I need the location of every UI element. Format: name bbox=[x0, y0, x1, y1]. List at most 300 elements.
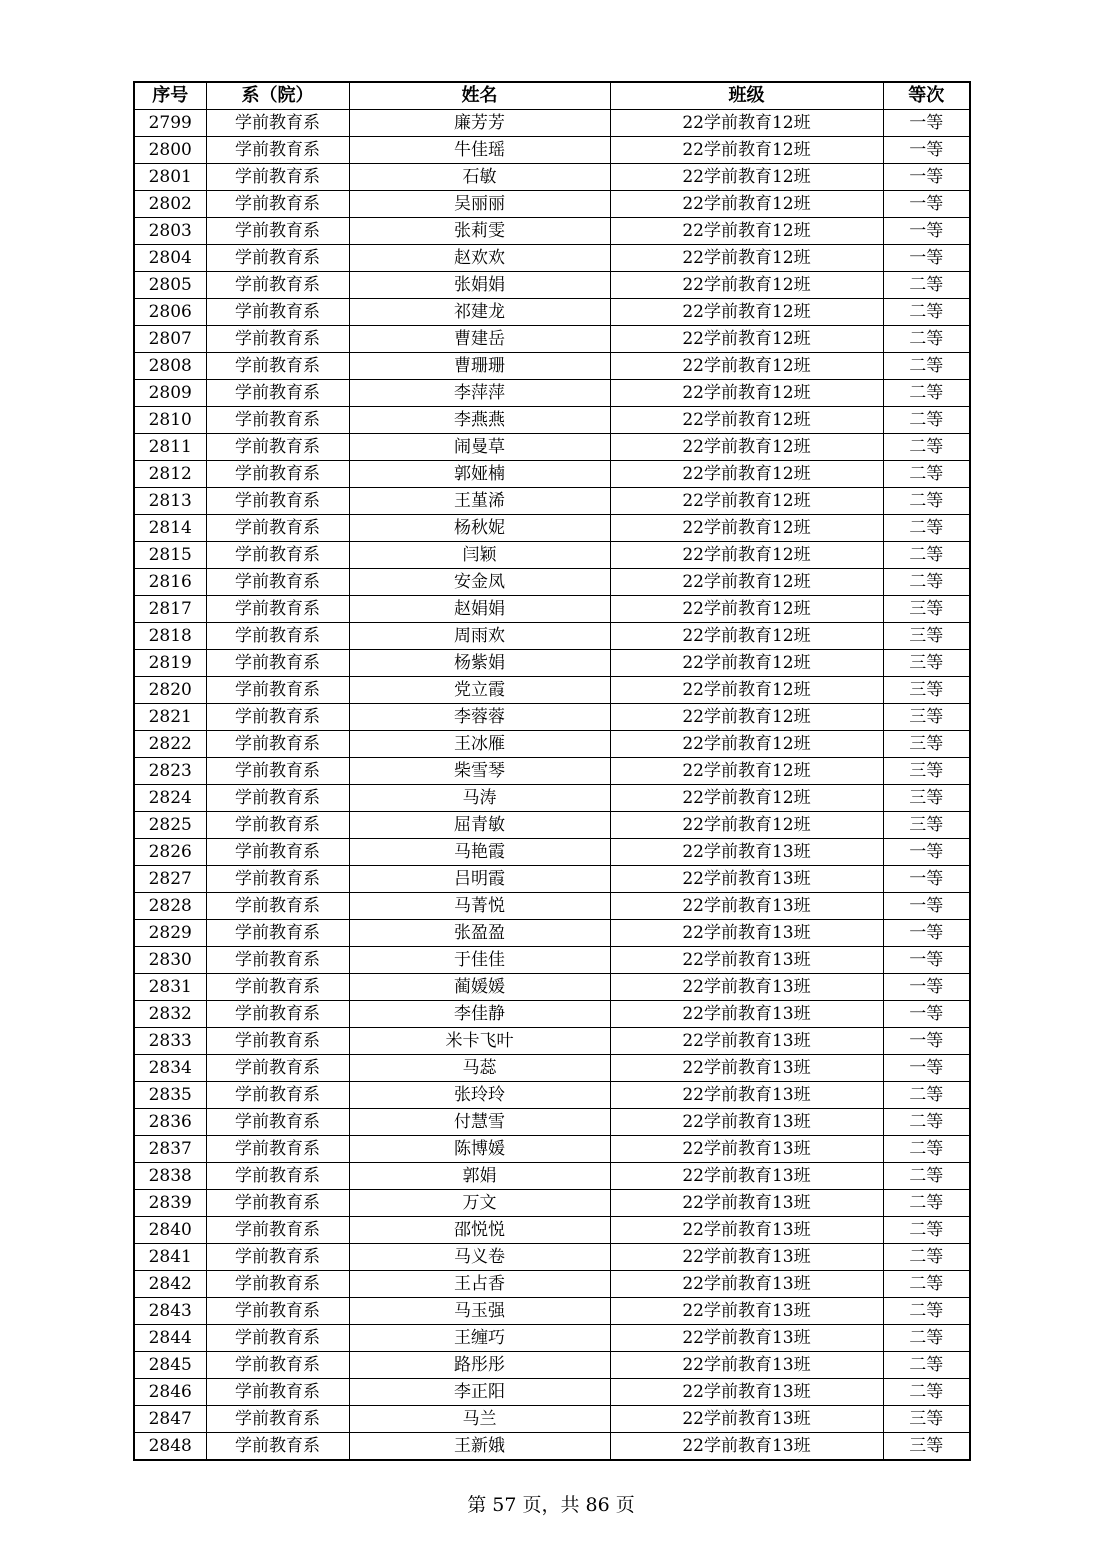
table-row bbox=[134, 1217, 970, 1244]
cell-serial-number: 2833 bbox=[134, 1028, 206, 1055]
cell-department: 学前教育系 bbox=[206, 623, 349, 650]
cell-department: 学前教育系 bbox=[206, 731, 349, 758]
cell-name: 郭娅楠 bbox=[349, 461, 610, 488]
cell-department: 学前教育系 bbox=[206, 1244, 349, 1271]
cell-department: 学前教育系 bbox=[206, 1082, 349, 1109]
cell-grade: 一等 bbox=[883, 191, 970, 218]
table-row bbox=[134, 110, 970, 137]
table-row bbox=[134, 1136, 970, 1163]
cell-department: 学前教育系 bbox=[206, 677, 349, 704]
header-serial-number: 序号 bbox=[134, 82, 206, 110]
table-row bbox=[134, 1352, 970, 1379]
cell-class: 22学前教育13班 bbox=[610, 1082, 883, 1109]
table-row bbox=[134, 353, 970, 380]
cell-name: 付慧雪 bbox=[349, 1109, 610, 1136]
cell-name: 马蕊 bbox=[349, 1055, 610, 1082]
table-row bbox=[134, 461, 970, 488]
table-row bbox=[134, 785, 970, 812]
cell-serial-number: 2813 bbox=[134, 488, 206, 515]
cell-grade: 一等 bbox=[883, 893, 970, 920]
table-row bbox=[134, 623, 970, 650]
cell-grade: 二等 bbox=[883, 353, 970, 380]
cell-name: 王缠巧 bbox=[349, 1325, 610, 1352]
cell-grade: 二等 bbox=[883, 1082, 970, 1109]
cell-department: 学前教育系 bbox=[206, 1406, 349, 1433]
cell-name: 杨紫娟 bbox=[349, 650, 610, 677]
cell-grade: 二等 bbox=[883, 1352, 970, 1379]
cell-class: 22学前教育12班 bbox=[610, 785, 883, 812]
table-row bbox=[134, 326, 970, 353]
cell-department: 学前教育系 bbox=[206, 893, 349, 920]
cell-serial-number: 2843 bbox=[134, 1298, 206, 1325]
cell-class: 22学前教育13班 bbox=[610, 1325, 883, 1352]
cell-serial-number: 2826 bbox=[134, 839, 206, 866]
cell-serial-number: 2822 bbox=[134, 731, 206, 758]
cell-grade: 三等 bbox=[883, 1433, 970, 1461]
cell-class: 22学前教育13班 bbox=[610, 1379, 883, 1406]
cell-name: 米卡飞叶 bbox=[349, 1028, 610, 1055]
table-row bbox=[134, 704, 970, 731]
cell-department: 学前教育系 bbox=[206, 1163, 349, 1190]
table-row bbox=[134, 218, 970, 245]
cell-class: 22学前教育12班 bbox=[610, 326, 883, 353]
cell-class: 22学前教育12班 bbox=[610, 299, 883, 326]
table-row bbox=[134, 866, 970, 893]
table-row bbox=[134, 1082, 970, 1109]
cell-department: 学前教育系 bbox=[206, 1001, 349, 1028]
cell-grade: 二等 bbox=[883, 1325, 970, 1352]
cell-serial-number: 2825 bbox=[134, 812, 206, 839]
cell-class: 22学前教育13班 bbox=[610, 1433, 883, 1461]
table-row bbox=[134, 299, 970, 326]
cell-grade: 二等 bbox=[883, 434, 970, 461]
cell-serial-number: 2808 bbox=[134, 353, 206, 380]
cell-name: 赵欢欢 bbox=[349, 245, 610, 272]
cell-department: 学前教育系 bbox=[206, 1325, 349, 1352]
table-row bbox=[134, 1244, 970, 1271]
cell-grade: 二等 bbox=[883, 1136, 970, 1163]
table-header-row bbox=[134, 82, 970, 110]
cell-name: 王新娥 bbox=[349, 1433, 610, 1461]
cell-class: 22学前教育12班 bbox=[610, 488, 883, 515]
cell-department: 学前教育系 bbox=[206, 542, 349, 569]
header-grade: 等次 bbox=[883, 82, 970, 110]
cell-grade: 三等 bbox=[883, 677, 970, 704]
cell-serial-number: 2820 bbox=[134, 677, 206, 704]
cell-department: 学前教育系 bbox=[206, 191, 349, 218]
cell-department: 学前教育系 bbox=[206, 1298, 349, 1325]
cell-name: 赵娟娟 bbox=[349, 596, 610, 623]
cell-name: 张娟娟 bbox=[349, 272, 610, 299]
cell-serial-number: 2845 bbox=[134, 1352, 206, 1379]
cell-class: 22学前教育12班 bbox=[610, 569, 883, 596]
cell-department: 学前教育系 bbox=[206, 947, 349, 974]
cell-name: 闫颖 bbox=[349, 542, 610, 569]
cell-department: 学前教育系 bbox=[206, 515, 349, 542]
cell-department: 学前教育系 bbox=[206, 758, 349, 785]
cell-serial-number: 2827 bbox=[134, 866, 206, 893]
table-row bbox=[134, 569, 970, 596]
cell-department: 学前教育系 bbox=[206, 785, 349, 812]
cell-department: 学前教育系 bbox=[206, 272, 349, 299]
cell-class: 22学前教育12班 bbox=[610, 596, 883, 623]
cell-name: 柴雪琴 bbox=[349, 758, 610, 785]
cell-name: 牛佳瑶 bbox=[349, 137, 610, 164]
cell-class: 22学前教育13班 bbox=[610, 1406, 883, 1433]
cell-name: 马涛 bbox=[349, 785, 610, 812]
cell-name: 安金凤 bbox=[349, 569, 610, 596]
cell-name: 马义卷 bbox=[349, 1244, 610, 1271]
cell-class: 22学前教育12班 bbox=[610, 650, 883, 677]
cell-grade: 二等 bbox=[883, 380, 970, 407]
table-row bbox=[134, 974, 970, 1001]
cell-serial-number: 2831 bbox=[134, 974, 206, 1001]
cell-serial-number: 2800 bbox=[134, 137, 206, 164]
cell-grade: 三等 bbox=[883, 623, 970, 650]
cell-class: 22学前教育13班 bbox=[610, 866, 883, 893]
cell-department: 学前教育系 bbox=[206, 569, 349, 596]
table-row bbox=[134, 839, 970, 866]
cell-serial-number: 2832 bbox=[134, 1001, 206, 1028]
cell-serial-number: 2801 bbox=[134, 164, 206, 191]
cell-serial-number: 2804 bbox=[134, 245, 206, 272]
cell-serial-number: 2815 bbox=[134, 542, 206, 569]
cell-department: 学前教育系 bbox=[206, 1055, 349, 1082]
cell-name: 吴丽丽 bbox=[349, 191, 610, 218]
cell-grade: 三等 bbox=[883, 785, 970, 812]
cell-name: 张莉雯 bbox=[349, 218, 610, 245]
cell-name: 曹建岳 bbox=[349, 326, 610, 353]
cell-serial-number: 2810 bbox=[134, 407, 206, 434]
cell-serial-number: 2824 bbox=[134, 785, 206, 812]
cell-grade: 一等 bbox=[883, 920, 970, 947]
cell-serial-number: 2807 bbox=[134, 326, 206, 353]
cell-serial-number: 2829 bbox=[134, 920, 206, 947]
award-list-table bbox=[133, 81, 971, 1461]
cell-grade: 三等 bbox=[883, 704, 970, 731]
cell-serial-number: 2828 bbox=[134, 893, 206, 920]
cell-grade: 二等 bbox=[883, 1109, 970, 1136]
cell-department: 学前教育系 bbox=[206, 1352, 349, 1379]
table-row bbox=[134, 1325, 970, 1352]
cell-name: 王占香 bbox=[349, 1271, 610, 1298]
cell-grade: 一等 bbox=[883, 1055, 970, 1082]
cell-name: 张玲玲 bbox=[349, 1082, 610, 1109]
cell-serial-number: 2830 bbox=[134, 947, 206, 974]
cell-class: 22学前教育13班 bbox=[610, 1352, 883, 1379]
cell-name: 郭娟 bbox=[349, 1163, 610, 1190]
cell-department: 学前教育系 bbox=[206, 434, 349, 461]
table-row bbox=[134, 488, 970, 515]
cell-class: 22学前教育12班 bbox=[610, 542, 883, 569]
cell-serial-number: 2818 bbox=[134, 623, 206, 650]
cell-grade: 二等 bbox=[883, 1298, 970, 1325]
table-row bbox=[134, 731, 970, 758]
header-name: 姓名 bbox=[349, 82, 610, 110]
cell-grade: 三等 bbox=[883, 1406, 970, 1433]
cell-class: 22学前教育12班 bbox=[610, 353, 883, 380]
cell-department: 学前教育系 bbox=[206, 866, 349, 893]
table-row bbox=[134, 1109, 970, 1136]
cell-class: 22学前教育12班 bbox=[610, 245, 883, 272]
cell-name: 于佳佳 bbox=[349, 947, 610, 974]
cell-class: 22学前教育13班 bbox=[610, 1271, 883, 1298]
table-row bbox=[134, 434, 970, 461]
cell-class: 22学前教育12班 bbox=[610, 623, 883, 650]
table-row bbox=[134, 245, 970, 272]
cell-department: 学前教育系 bbox=[206, 974, 349, 1001]
cell-grade: 三等 bbox=[883, 731, 970, 758]
cell-serial-number: 2803 bbox=[134, 218, 206, 245]
cell-grade: 二等 bbox=[883, 542, 970, 569]
cell-name: 李蓉蓉 bbox=[349, 704, 610, 731]
cell-serial-number: 2834 bbox=[134, 1055, 206, 1082]
cell-grade: 一等 bbox=[883, 1001, 970, 1028]
cell-class: 22学前教育12班 bbox=[610, 191, 883, 218]
cell-department: 学前教育系 bbox=[206, 110, 349, 137]
cell-serial-number: 2836 bbox=[134, 1109, 206, 1136]
table-row bbox=[134, 677, 970, 704]
cell-name: 祁建龙 bbox=[349, 299, 610, 326]
table-body bbox=[134, 110, 970, 1461]
cell-department: 学前教育系 bbox=[206, 1109, 349, 1136]
cell-serial-number: 2841 bbox=[134, 1244, 206, 1271]
table-row bbox=[134, 1406, 970, 1433]
cell-department: 学前教育系 bbox=[206, 164, 349, 191]
cell-department: 学前教育系 bbox=[206, 1217, 349, 1244]
cell-serial-number: 2811 bbox=[134, 434, 206, 461]
cell-department: 学前教育系 bbox=[206, 920, 349, 947]
cell-serial-number: 2799 bbox=[134, 110, 206, 137]
cell-grade: 二等 bbox=[883, 1163, 970, 1190]
table-row bbox=[134, 191, 970, 218]
cell-department: 学前教育系 bbox=[206, 137, 349, 164]
cell-grade: 二等 bbox=[883, 1379, 970, 1406]
cell-grade: 二等 bbox=[883, 272, 970, 299]
cell-class: 22学前教育13班 bbox=[610, 1109, 883, 1136]
cell-serial-number: 2802 bbox=[134, 191, 206, 218]
cell-name: 张盈盈 bbox=[349, 920, 610, 947]
cell-name: 马兰 bbox=[349, 1406, 610, 1433]
cell-department: 学前教育系 bbox=[206, 1136, 349, 1163]
cell-department: 学前教育系 bbox=[206, 596, 349, 623]
cell-grade: 一等 bbox=[883, 947, 970, 974]
cell-department: 学前教育系 bbox=[206, 812, 349, 839]
cell-class: 22学前教育13班 bbox=[610, 1163, 883, 1190]
cell-department: 学前教育系 bbox=[206, 407, 349, 434]
header-class: 班级 bbox=[610, 82, 883, 110]
table-row bbox=[134, 1271, 970, 1298]
cell-class: 22学前教育13班 bbox=[610, 1136, 883, 1163]
cell-class: 22学前教育12班 bbox=[610, 164, 883, 191]
cell-grade: 三等 bbox=[883, 650, 970, 677]
cell-class: 22学前教育12班 bbox=[610, 137, 883, 164]
cell-serial-number: 2817 bbox=[134, 596, 206, 623]
cell-grade: 二等 bbox=[883, 1244, 970, 1271]
cell-grade: 三等 bbox=[883, 758, 970, 785]
cell-name: 邵悦悦 bbox=[349, 1217, 610, 1244]
cell-grade: 一等 bbox=[883, 245, 970, 272]
cell-name: 李正阳 bbox=[349, 1379, 610, 1406]
cell-serial-number: 2848 bbox=[134, 1433, 206, 1461]
cell-class: 22学前教育13班 bbox=[610, 893, 883, 920]
cell-serial-number: 2835 bbox=[134, 1082, 206, 1109]
cell-grade: 三等 bbox=[883, 596, 970, 623]
cell-serial-number: 2816 bbox=[134, 569, 206, 596]
cell-class: 22学前教育12班 bbox=[610, 704, 883, 731]
cell-class: 22学前教育12班 bbox=[610, 407, 883, 434]
cell-grade: 一等 bbox=[883, 218, 970, 245]
cell-department: 学前教育系 bbox=[206, 1028, 349, 1055]
table-row bbox=[134, 1001, 970, 1028]
table-row bbox=[134, 1298, 970, 1325]
cell-name: 王冰雁 bbox=[349, 731, 610, 758]
cell-department: 学前教育系 bbox=[206, 461, 349, 488]
header-department: 系（院） bbox=[206, 82, 349, 110]
cell-serial-number: 2842 bbox=[134, 1271, 206, 1298]
cell-class: 22学前教育12班 bbox=[610, 380, 883, 407]
cell-name: 陈博媛 bbox=[349, 1136, 610, 1163]
table-row bbox=[134, 272, 970, 299]
cell-class: 22学前教育13班 bbox=[610, 1028, 883, 1055]
cell-class: 22学前教育13班 bbox=[610, 947, 883, 974]
cell-class: 22学前教育13班 bbox=[610, 1244, 883, 1271]
cell-name: 马玉强 bbox=[349, 1298, 610, 1325]
cell-department: 学前教育系 bbox=[206, 650, 349, 677]
table-row bbox=[134, 758, 970, 785]
cell-name: 马菁悦 bbox=[349, 893, 610, 920]
cell-serial-number: 2806 bbox=[134, 299, 206, 326]
cell-name: 廉芳芳 bbox=[349, 110, 610, 137]
table-row bbox=[134, 650, 970, 677]
cell-class: 22学前教育13班 bbox=[610, 1001, 883, 1028]
cell-grade: 二等 bbox=[883, 1217, 970, 1244]
cell-name: 蔺媛媛 bbox=[349, 974, 610, 1001]
cell-department: 学前教育系 bbox=[206, 1433, 349, 1461]
table-row bbox=[134, 515, 970, 542]
cell-class: 22学前教育12班 bbox=[610, 515, 883, 542]
cell-class: 22学前教育12班 bbox=[610, 272, 883, 299]
cell-serial-number: 2839 bbox=[134, 1190, 206, 1217]
cell-grade: 一等 bbox=[883, 866, 970, 893]
cell-department: 学前教育系 bbox=[206, 218, 349, 245]
cell-name: 王堇浠 bbox=[349, 488, 610, 515]
cell-department: 学前教育系 bbox=[206, 839, 349, 866]
cell-serial-number: 2809 bbox=[134, 380, 206, 407]
cell-name: 李佳静 bbox=[349, 1001, 610, 1028]
cell-class: 22学前教育13班 bbox=[610, 1190, 883, 1217]
cell-department: 学前教育系 bbox=[206, 353, 349, 380]
cell-name: 万文 bbox=[349, 1190, 610, 1217]
cell-name: 闹曼草 bbox=[349, 434, 610, 461]
cell-name: 马艳霞 bbox=[349, 839, 610, 866]
cell-class: 22学前教育13班 bbox=[610, 974, 883, 1001]
cell-name: 曹珊珊 bbox=[349, 353, 610, 380]
table-row bbox=[134, 947, 970, 974]
table-row bbox=[134, 893, 970, 920]
cell-department: 学前教育系 bbox=[206, 380, 349, 407]
cell-grade: 一等 bbox=[883, 839, 970, 866]
cell-class: 22学前教育12班 bbox=[610, 434, 883, 461]
cell-serial-number: 2840 bbox=[134, 1217, 206, 1244]
cell-class: 22学前教育13班 bbox=[610, 1298, 883, 1325]
cell-class: 22学前教育13班 bbox=[610, 839, 883, 866]
table-row bbox=[134, 137, 970, 164]
cell-serial-number: 2846 bbox=[134, 1379, 206, 1406]
table-row bbox=[134, 1028, 970, 1055]
cell-serial-number: 2823 bbox=[134, 758, 206, 785]
cell-grade: 二等 bbox=[883, 569, 970, 596]
table-row bbox=[134, 1055, 970, 1082]
cell-grade: 二等 bbox=[883, 461, 970, 488]
cell-serial-number: 2814 bbox=[134, 515, 206, 542]
cell-class: 22学前教育12班 bbox=[610, 461, 883, 488]
cell-grade: 二等 bbox=[883, 1271, 970, 1298]
cell-name: 屈青敏 bbox=[349, 812, 610, 839]
cell-department: 学前教育系 bbox=[206, 1379, 349, 1406]
cell-name: 石敏 bbox=[349, 164, 610, 191]
table-row bbox=[134, 1379, 970, 1406]
cell-grade: 二等 bbox=[883, 299, 970, 326]
table-row bbox=[134, 380, 970, 407]
cell-department: 学前教育系 bbox=[206, 488, 349, 515]
cell-grade: 一等 bbox=[883, 110, 970, 137]
cell-class: 22学前教育12班 bbox=[610, 731, 883, 758]
cell-department: 学前教育系 bbox=[206, 245, 349, 272]
table-row bbox=[134, 542, 970, 569]
cell-grade: 一等 bbox=[883, 1028, 970, 1055]
cell-department: 学前教育系 bbox=[206, 1190, 349, 1217]
cell-grade: 三等 bbox=[883, 812, 970, 839]
cell-department: 学前教育系 bbox=[206, 1271, 349, 1298]
cell-name: 李萍萍 bbox=[349, 380, 610, 407]
cell-name: 李燕燕 bbox=[349, 407, 610, 434]
cell-class: 22学前教育12班 bbox=[610, 677, 883, 704]
cell-department: 学前教育系 bbox=[206, 704, 349, 731]
cell-grade: 二等 bbox=[883, 326, 970, 353]
cell-serial-number: 2837 bbox=[134, 1136, 206, 1163]
table-row bbox=[134, 812, 970, 839]
cell-class: 22学前教育12班 bbox=[610, 812, 883, 839]
table-row bbox=[134, 1433, 970, 1461]
page-number: 第 57 页，共 86 页 bbox=[467, 1494, 635, 1516]
cell-department: 学前教育系 bbox=[206, 326, 349, 353]
cell-name: 路彤彤 bbox=[349, 1352, 610, 1379]
cell-name: 周雨欢 bbox=[349, 623, 610, 650]
cell-serial-number: 2821 bbox=[134, 704, 206, 731]
cell-grade: 一等 bbox=[883, 164, 970, 191]
cell-serial-number: 2847 bbox=[134, 1406, 206, 1433]
table-row bbox=[134, 1163, 970, 1190]
table-row bbox=[134, 596, 970, 623]
cell-class: 22学前教育13班 bbox=[610, 1217, 883, 1244]
cell-grade: 二等 bbox=[883, 488, 970, 515]
cell-serial-number: 2805 bbox=[134, 272, 206, 299]
table-row bbox=[134, 920, 970, 947]
cell-name: 吕明霞 bbox=[349, 866, 610, 893]
cell-serial-number: 2812 bbox=[134, 461, 206, 488]
cell-department: 学前教育系 bbox=[206, 299, 349, 326]
cell-class: 22学前教育13班 bbox=[610, 1055, 883, 1082]
cell-class: 22学前教育12班 bbox=[610, 758, 883, 785]
cell-class: 22学前教育12班 bbox=[610, 218, 883, 245]
table-row bbox=[134, 164, 970, 191]
cell-serial-number: 2844 bbox=[134, 1325, 206, 1352]
cell-class: 22学前教育12班 bbox=[610, 110, 883, 137]
table-row bbox=[134, 407, 970, 434]
cell-grade: 一等 bbox=[883, 974, 970, 1001]
cell-class: 22学前教育13班 bbox=[610, 920, 883, 947]
